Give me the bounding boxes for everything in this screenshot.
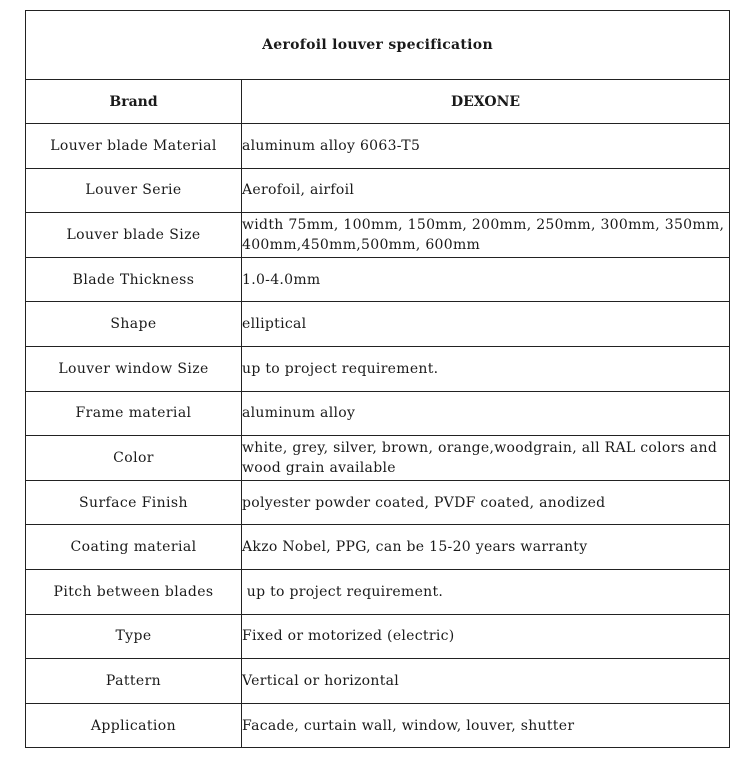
spec-key: Blade Thickness <box>26 257 242 302</box>
spec-value: up to project requirement. <box>242 346 730 391</box>
spec-key: Louver Serie <box>26 168 242 213</box>
brand-label: Brand <box>26 80 242 124</box>
spec-key: Pitch between blades <box>26 569 242 614</box>
spec-key: Application <box>26 703 242 748</box>
spec-value: polyester powder coated, PVDF coated, anodized <box>242 480 730 525</box>
table-row <box>26 659 730 704</box>
spec-value: Fixed or motorized (electric) <box>242 614 730 659</box>
table-row <box>26 391 730 436</box>
specification-table <box>25 10 730 748</box>
table-row <box>26 569 730 614</box>
table-row <box>26 168 730 213</box>
spec-key: Surface Finish <box>26 480 242 525</box>
table-row <box>26 614 730 659</box>
table-row <box>26 480 730 525</box>
spec-value: elliptical <box>242 302 730 347</box>
spec-key: Color <box>26 436 242 481</box>
table-title: Aerofoil louver specification <box>26 11 730 80</box>
spec-value: white, grey, silver, brown, orange,woodgrain, all RAL colors and wood grain available <box>242 436 730 481</box>
spec-key: Louver blade Material <box>26 124 242 169</box>
spec-value: Aerofoil, airfoil <box>242 168 730 213</box>
spec-value: Vertical or horizontal <box>242 659 730 704</box>
spec-value: width 75mm, 100mm, 150mm, 200mm, 250mm, 300mm, 350mm, 400mm,450mm,500mm, 600mm <box>242 213 730 258</box>
table-row <box>26 436 730 481</box>
spec-value: Akzo Nobel, PPG, can be 15-20 years warranty <box>242 525 730 570</box>
spec-key: Type <box>26 614 242 659</box>
brand-row <box>26 80 730 124</box>
spec-key: Frame material <box>26 391 242 436</box>
spec-value: aluminum alloy 6063-T5 <box>242 124 730 169</box>
table-row <box>26 124 730 169</box>
table-row <box>26 346 730 391</box>
table-row <box>26 213 730 258</box>
table-row <box>26 257 730 302</box>
spec-key: Coating material <box>26 525 242 570</box>
brand-value: DEXONE <box>242 80 730 124</box>
spec-value: 1.0-4.0mm <box>242 257 730 302</box>
table-row <box>26 525 730 570</box>
table-row <box>26 302 730 347</box>
spec-value: Facade, curtain wall, window, louver, shutter <box>242 703 730 748</box>
table-row <box>26 703 730 748</box>
spec-value: aluminum alloy <box>242 391 730 436</box>
spec-key: Pattern <box>26 659 242 704</box>
title-row <box>26 11 730 80</box>
spec-key: Shape <box>26 302 242 347</box>
spec-value: up to project requirement. <box>242 569 730 614</box>
spec-key: Louver blade Size <box>26 213 242 258</box>
spec-key: Louver window Size <box>26 346 242 391</box>
